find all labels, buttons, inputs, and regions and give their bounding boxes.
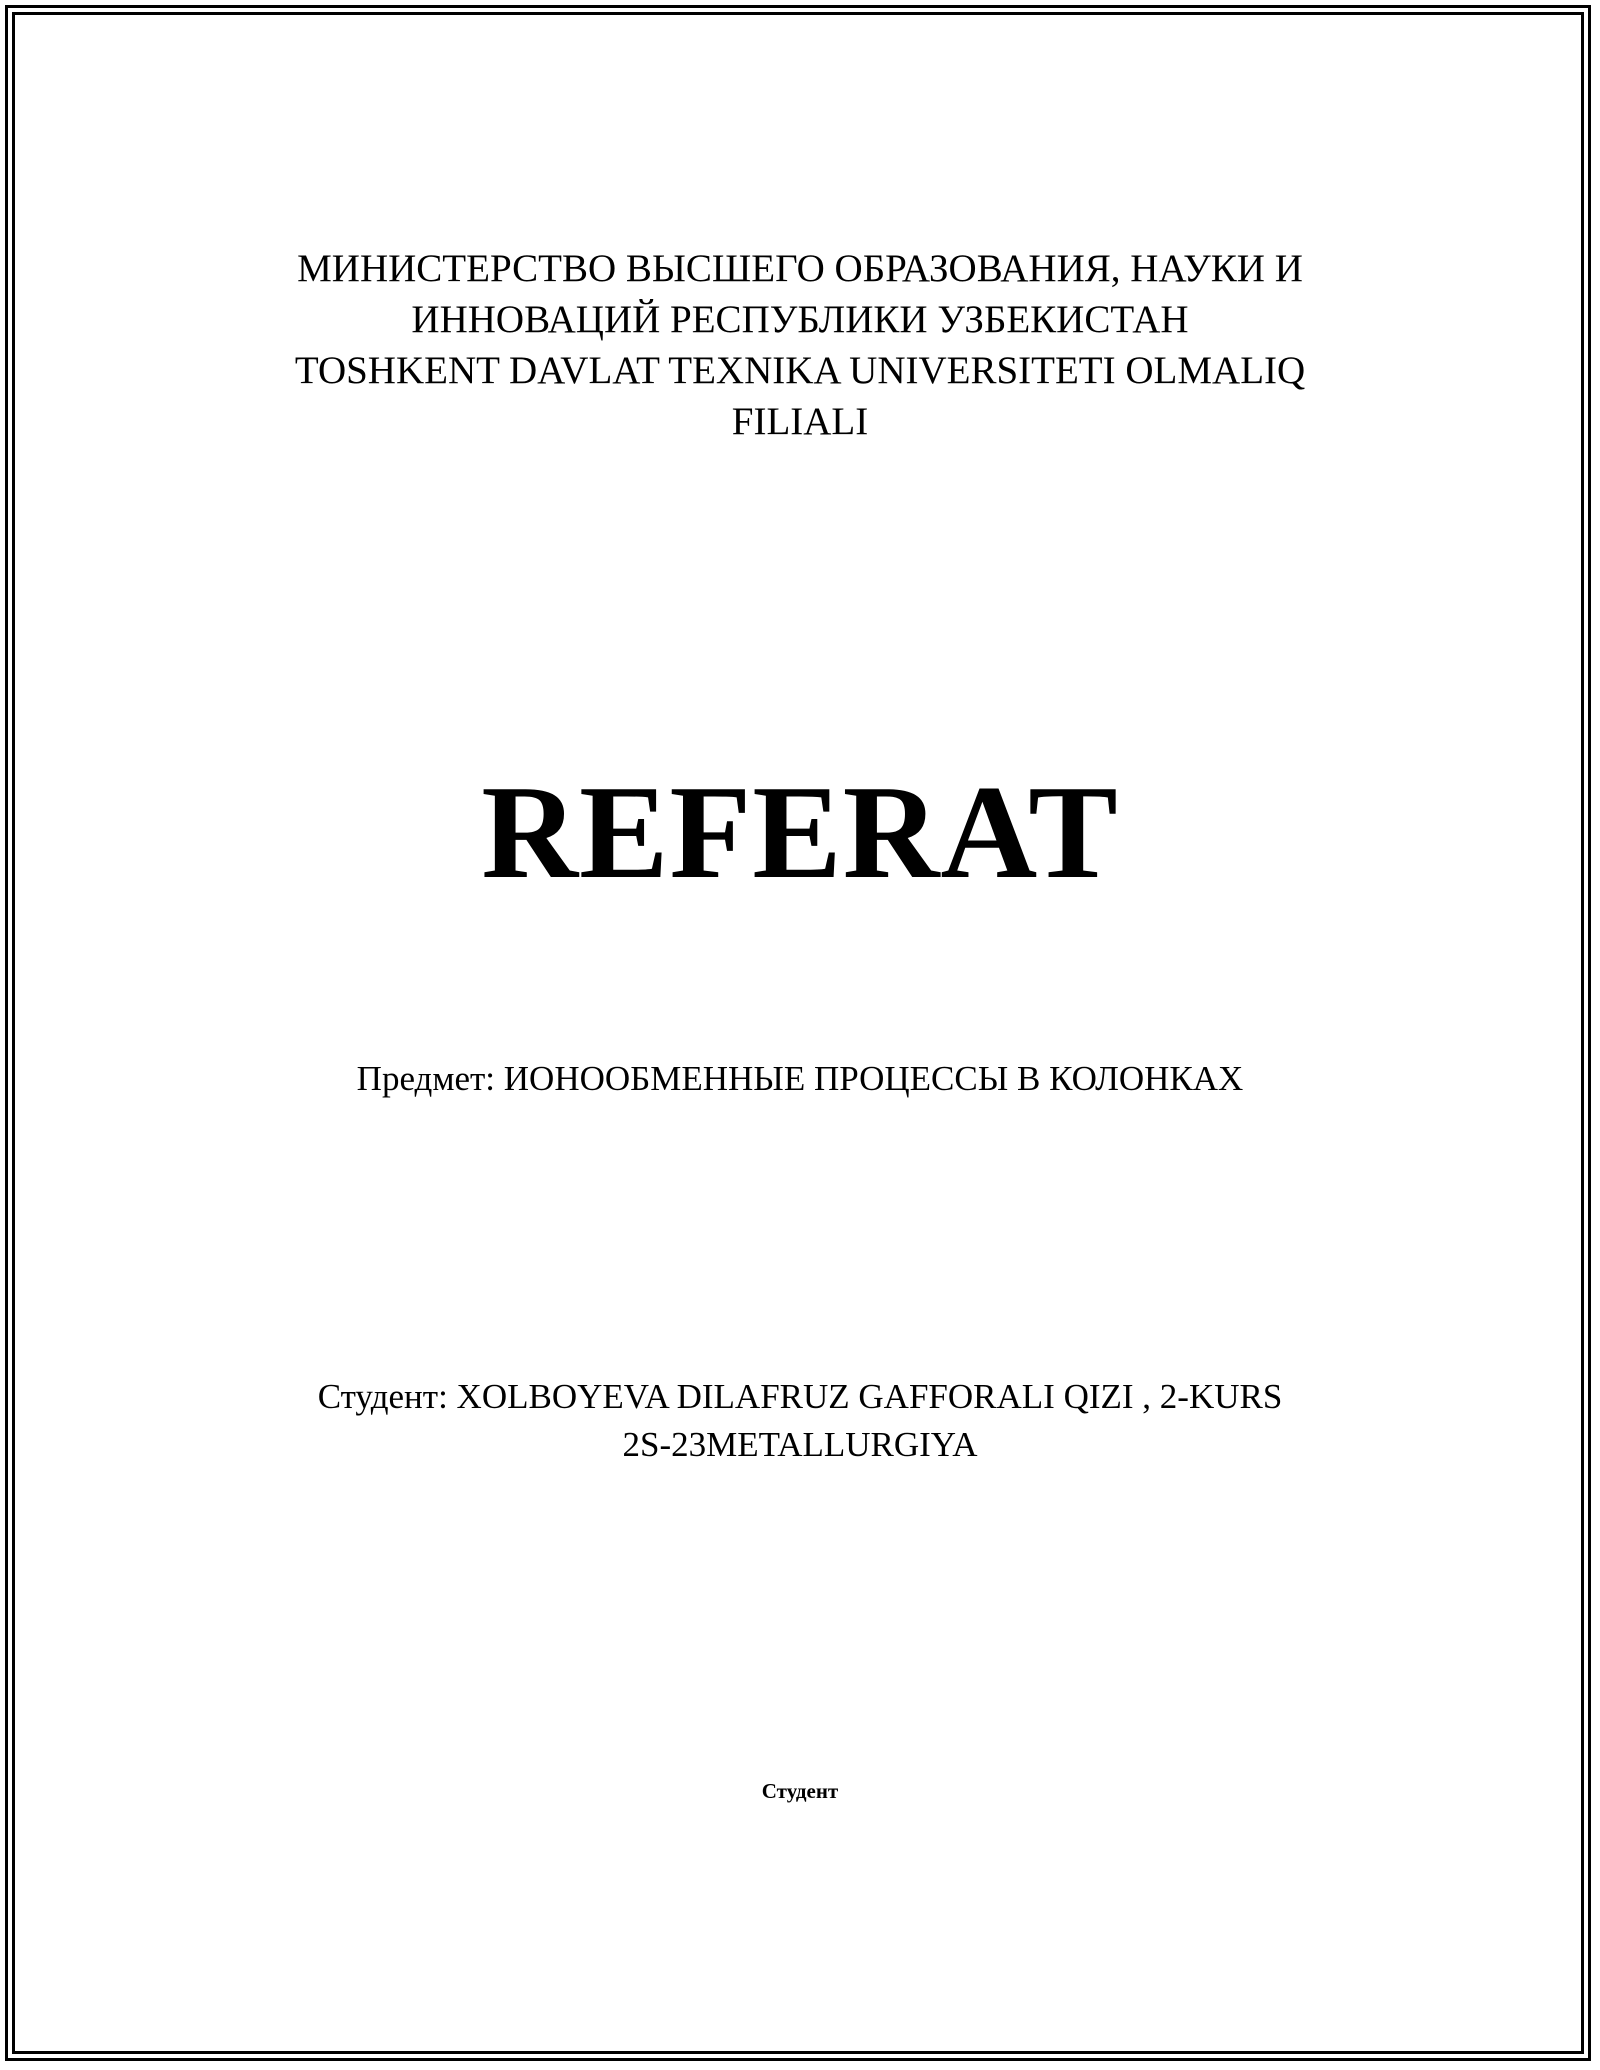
- subject-line: Предмет: ИОНООБМЕННЫЕ ПРОЦЕССЫ В КОЛОНКАХ: [356, 1059, 1244, 1098]
- institution-line-2: ИННОВАЦИЙ РЕСПУБЛИКИ УЗБЕКИСТАН: [411, 298, 1189, 341]
- signature-label: Студент: [761, 1779, 839, 1803]
- institution-line-3: TOSHKENT DAVLAT TEXNIKA UNIVERSITETI OLMALIQ: [294, 349, 1306, 392]
- student-info: [0, 1373, 1600, 1469]
- document-title: REFERAT: [481, 758, 1119, 906]
- institution-header: [0, 243, 1600, 447]
- institution-line-4: FILIALI: [731, 400, 869, 443]
- student-name-line: Студент: XOLBOYEVA DILAFRUZ GAFFORALI QIZI , 2-KURS: [317, 1377, 1283, 1416]
- institution-line-1: МИНИСТЕРСТВО ВЫСШЕГО ОБРАЗОВАНИЯ, НАУКИ И: [297, 247, 1303, 290]
- student-group-line: 2S-23METALLURGIYA: [622, 1425, 978, 1464]
